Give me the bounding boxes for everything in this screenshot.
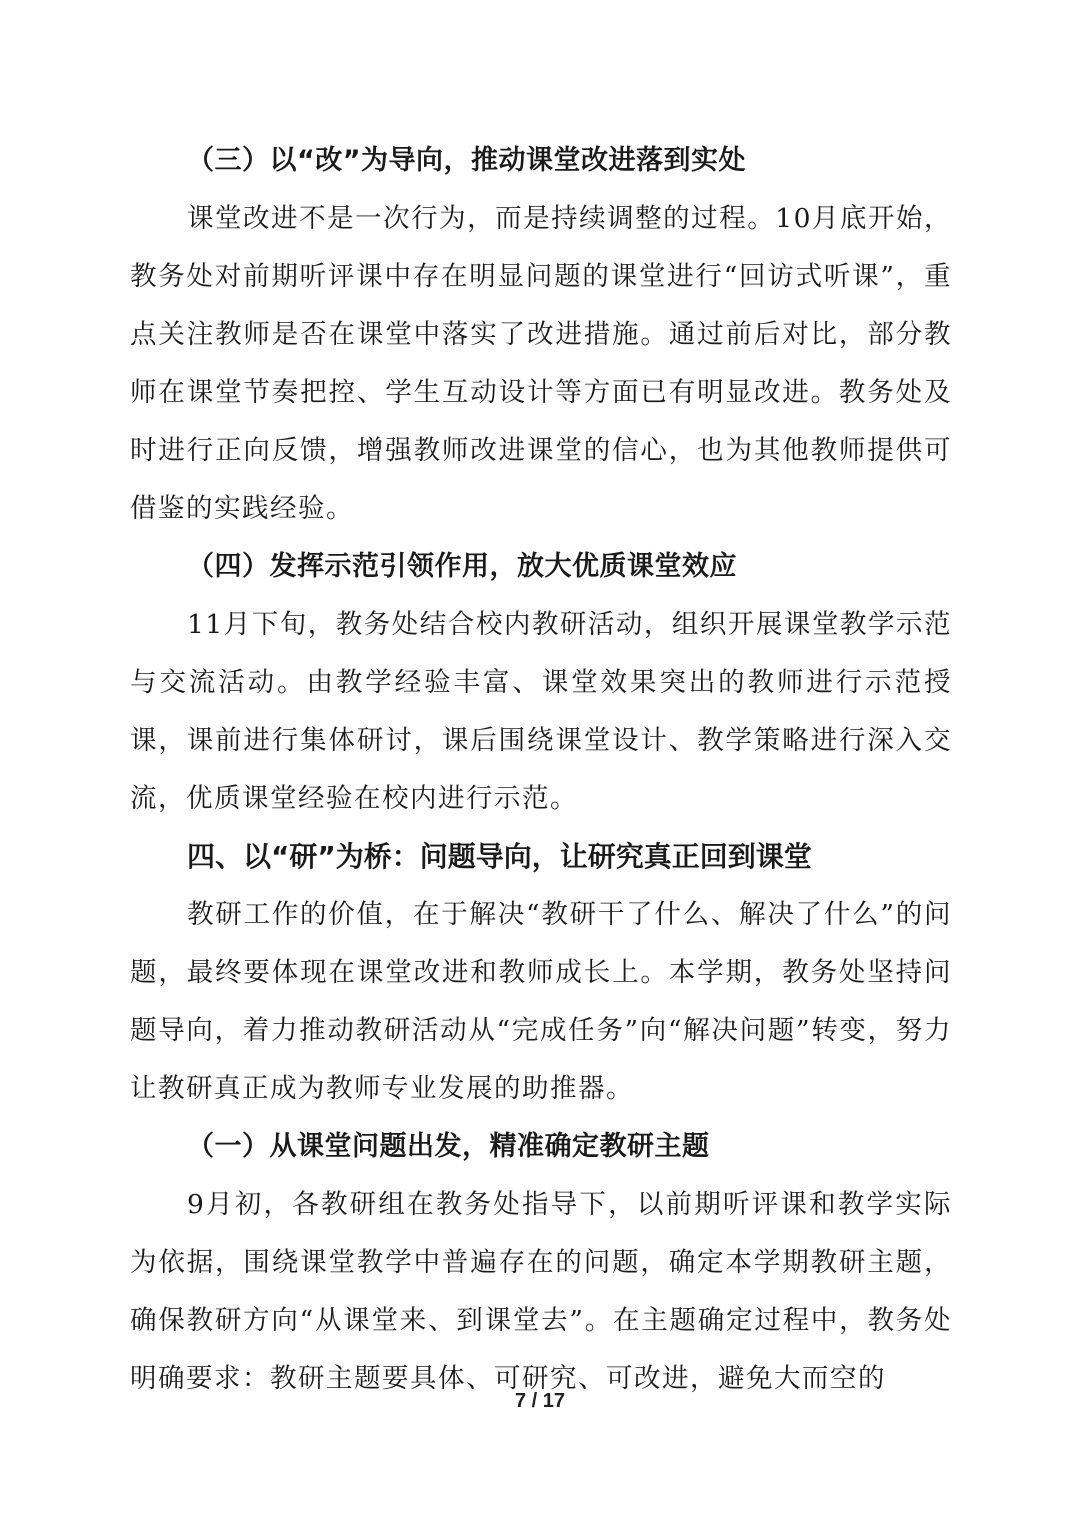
page-content [130,132,952,1408]
paragraph-classroom-improvement: 课堂改进不是一次行为，而是持续调整的过程。10月底开始，教务处对前期听评课中存在明显问题的课堂进行“回访式听课”，重点关注教师是否在课堂中落实了改进措施。通过前后对比，部分教师在课堂节奏把控、学生互动设计等方面已有明显改进。教务处及时进行正向反馈，增强教师改进课堂的信心，也为其他教师提供可借鉴的实践经验。 [130,203,952,524]
page-number: 7 / 17 [514,1390,566,1412]
heading-section-four-research: 四、以“研”为桥：问题导向，让研究真正回到课堂 [187,840,812,873]
paragraph-research-value: 教研工作的价值，在于解决“教研干了什么、解决了什么”的问题，最终要体现在课堂改进和教师成长上。本学期，教务处坚持问题导向，着力推动教研活动从“完成任务”向“解决问题”转变，努力让教研真正成为教师专业发展的助推器。 [130,899,952,1104]
paragraph-demonstration: 11月下旬，教务处结合校内教研活动，组织开展课堂教学示范与交流活动。由教学经验丰富、课堂效果突出的教师进行示范授课，课前进行集体研讨，课后围绕课堂设计、教学策略进行深入交流，优质课堂经验在校内进行示范。 [130,609,952,814]
heading-3-improve: （三）以“改”为导向，推动课堂改进落到实处 [187,145,746,176]
heading-4-demonstration: （四）发挥示范引领作用，放大优质课堂效应 [187,551,737,582]
paragraph-research-theme: 9月初，各教研组在教务处指导下，以前期听评课和教学实际为依据，围绕课堂教学中普遍存在的问题，确定本学期教研主题，确保教研方向“从课堂来、到课堂去”。在主题确定过程中，教务处明确要求：教研主题要具体、可研究、可改进，避免大而空的 [130,1189,952,1394]
heading-1-research-theme: （一）从课堂问题出发，精准确定教研主题 [187,1131,710,1162]
